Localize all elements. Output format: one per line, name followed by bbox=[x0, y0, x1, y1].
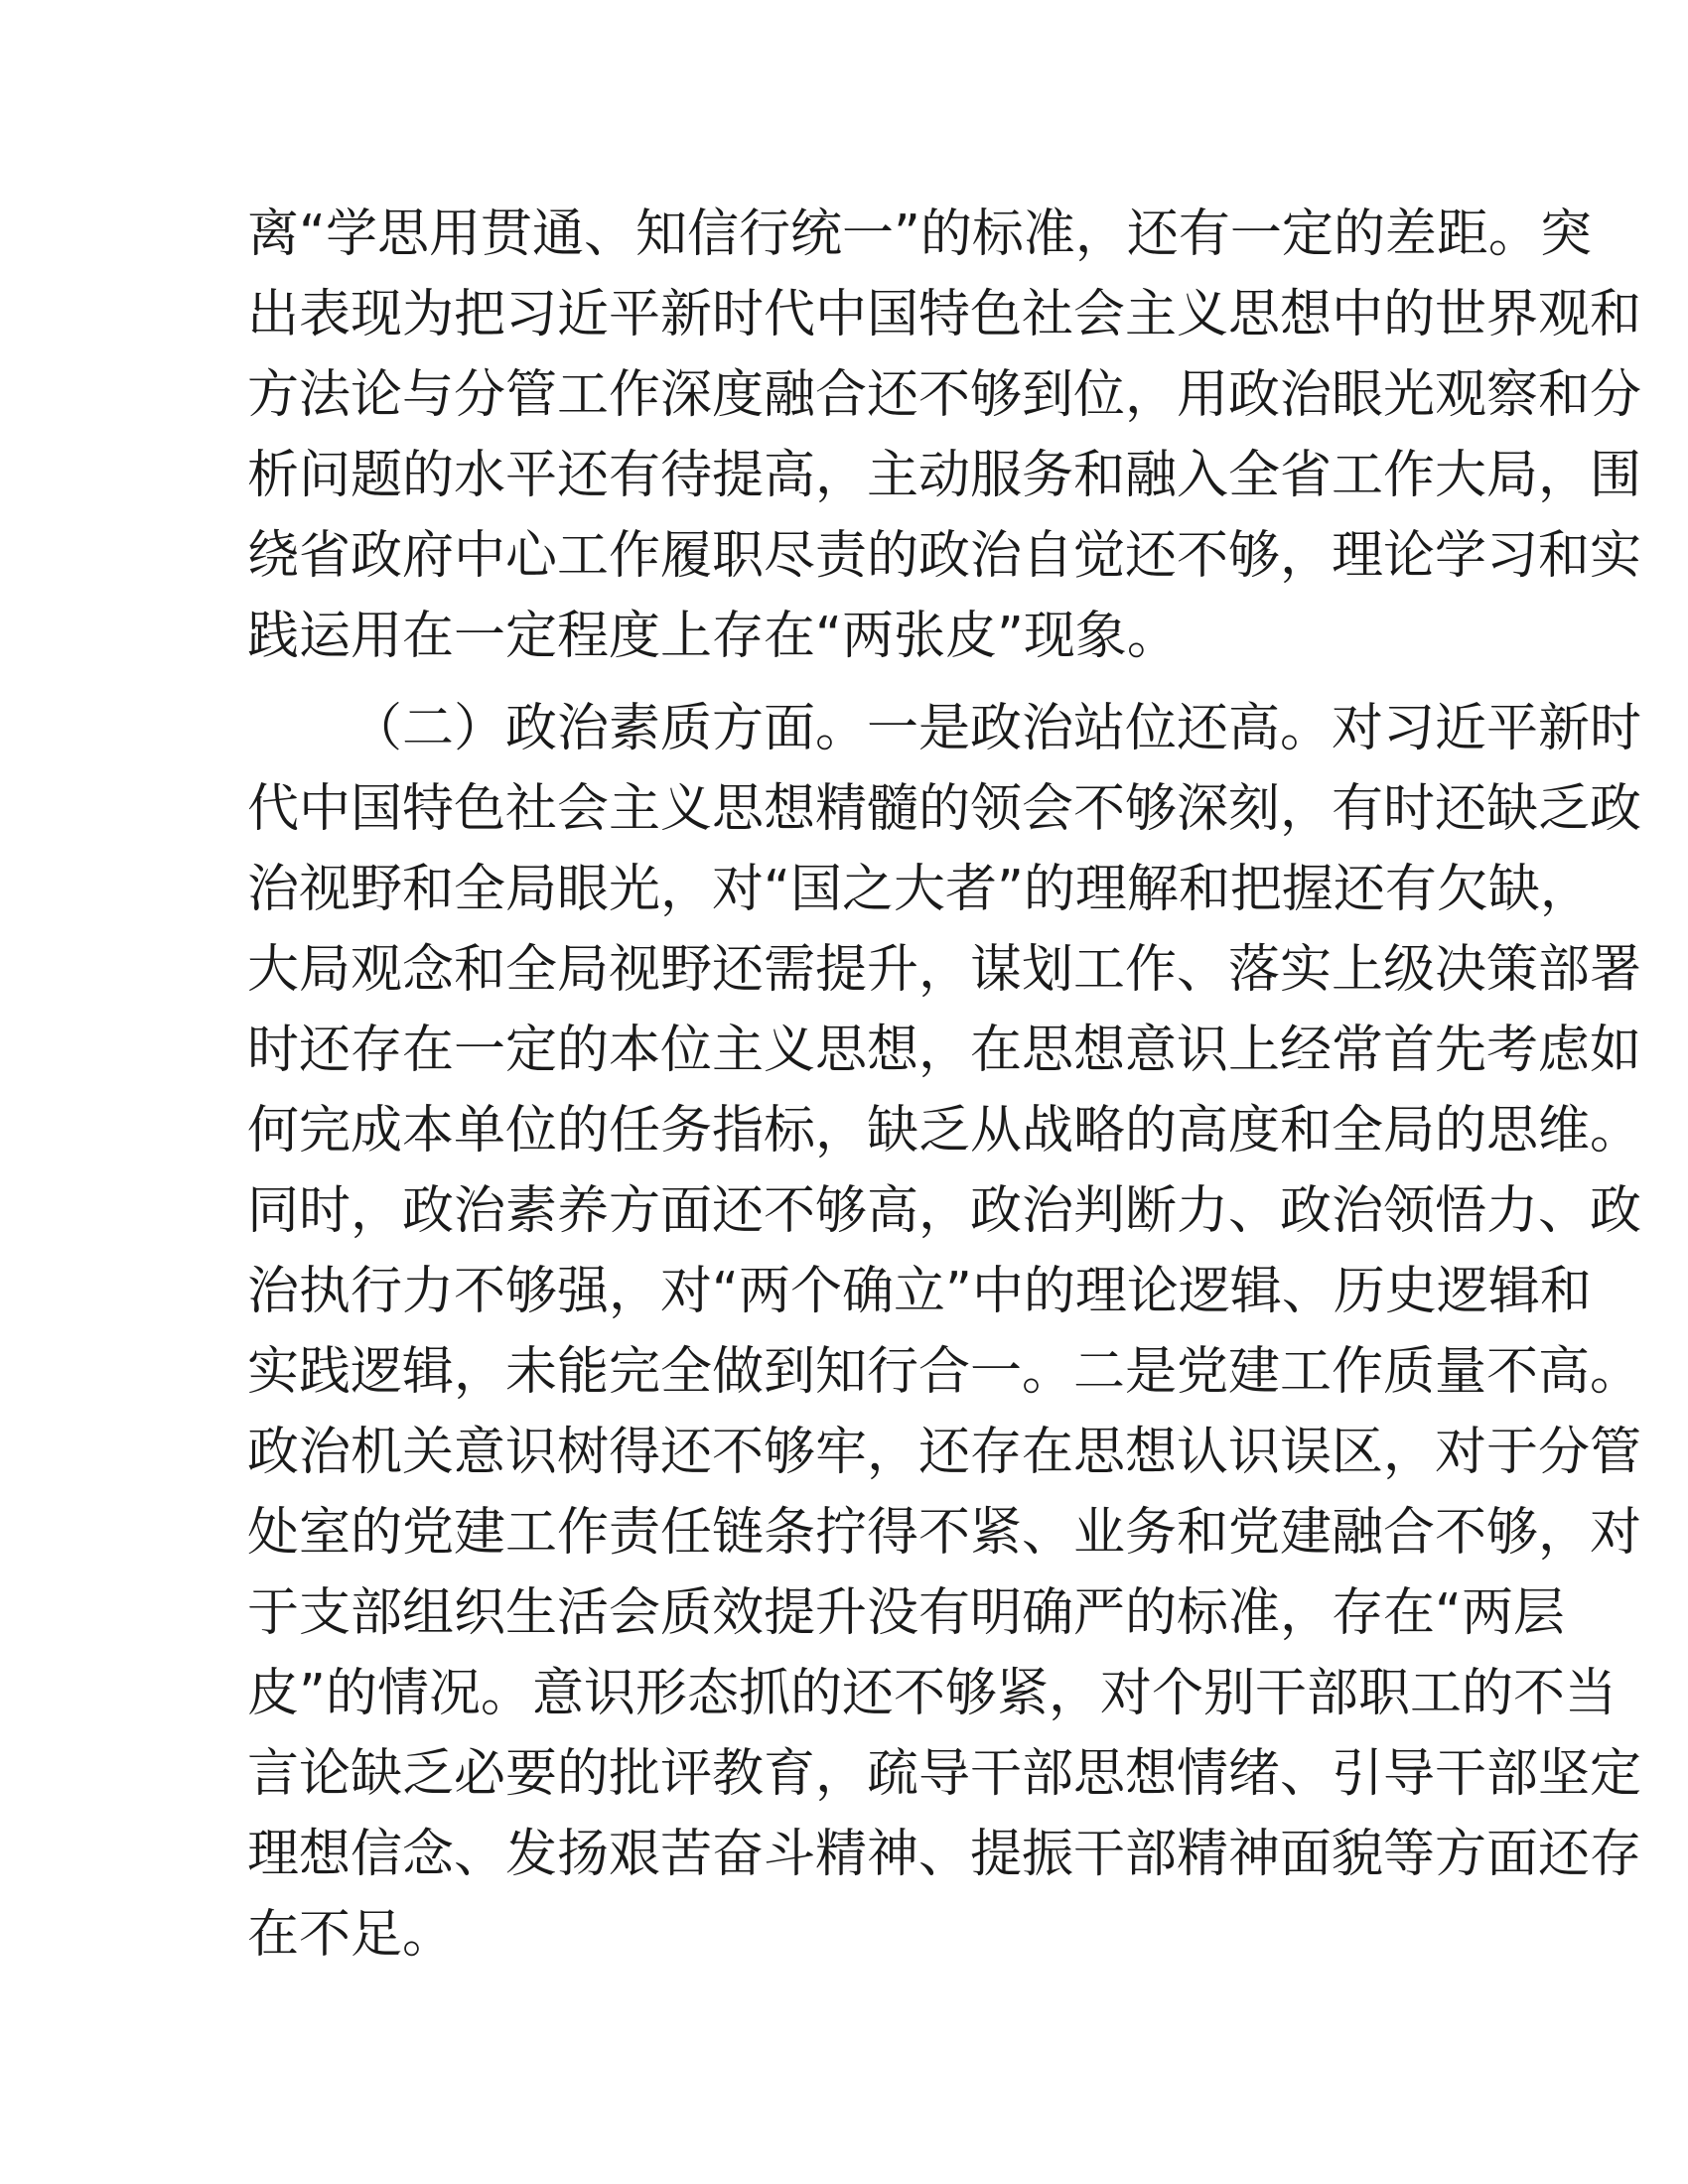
paragraph-line: 同时，政治素养方面还不够高，政治判断力、政治领悟力、政 bbox=[247, 1181, 1642, 1241]
paragraph-1 bbox=[247, 195, 1642, 677]
paragraph-line: 析问题的水平还有待提高，主动服务和融入全省工作大局，围 bbox=[247, 446, 1642, 505]
paragraph-line: 出表现为把习近平新时代中国特色社会主义思想中的世界观和 bbox=[247, 285, 1642, 344]
paragraph-line: 离“学思用贯通、知信行统一”的标准，还有一定的差距。突 bbox=[247, 205, 1592, 264]
paragraph-line: 大局观念和全局视野还需提升，谋划工作、落实上级决策部署 bbox=[247, 940, 1642, 1000]
paragraph-line: 言论缺乏必要的批评教育，疏导干部思想情绪、引导干部坚定 bbox=[247, 1744, 1642, 1804]
paragraph-2 bbox=[247, 689, 1642, 1976]
paragraph-line: 践运用在一定程度上存在“两张皮”现象。 bbox=[247, 607, 1179, 666]
paragraph-line: 皮”的情况。意识形态抓的还不够紧，对个别干部职工的不当 bbox=[247, 1664, 1617, 1723]
paragraph-line: 何完成本单位的任务指标，缺乏从战略的高度和全局的思维。 bbox=[247, 1101, 1642, 1160]
paragraph-line: 处室的党建工作责任链条拧得不紧、业务和党建融合不够，对 bbox=[247, 1503, 1642, 1563]
paragraph-line: 于支部组织生活会质效提升没有明确严的标准，存在“两层 bbox=[247, 1583, 1565, 1643]
paragraph-line: 理想信念、发扬艰苦奋斗精神、提振干部精神面貌等方面还存 bbox=[247, 1825, 1642, 1884]
paragraph-line: 方法论与分管工作深度融合还不够到位，用政治眼光观察和分 bbox=[247, 365, 1642, 425]
paragraph-line: 代中国特色社会主义思想精髓的领会不够深刻，有时还缺乏政 bbox=[247, 779, 1642, 839]
paragraph-line: （二）政治素质方面。一是政治站位还高。对习近平新时 bbox=[351, 699, 1642, 758]
paragraph-line: 绕省政府中心工作履职尽责的政治自觉还不够，理论学习和实 bbox=[247, 526, 1642, 586]
paragraph-line: 时还存在一定的本位主义思想，在思想意识上经常首先考虑如 bbox=[247, 1021, 1642, 1080]
paragraph-line: 实践逻辑，未能完全做到知行合一。二是党建工作质量不高。 bbox=[247, 1342, 1642, 1402]
paragraph-line: 治执行力不够强，对“两个确立”中的理论逻辑、历史逻辑和 bbox=[247, 1262, 1592, 1321]
paragraph-line: 治视野和全局眼光，对“国之大者”的理解和把握还有欠缺， bbox=[247, 860, 1592, 919]
paragraph-line: 政治机关意识树得还不够牢，还存在思想认识误区，对于分管 bbox=[247, 1423, 1642, 1482]
paragraph-line: 在不足。 bbox=[247, 1905, 455, 1965]
